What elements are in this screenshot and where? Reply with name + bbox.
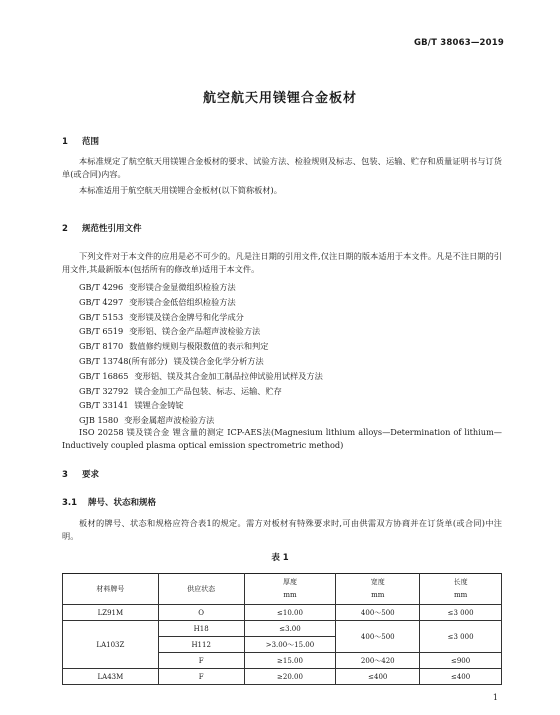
reference-title: 镁及镁合金化学分析方法 [173,355,264,366]
reference-code: GB/T 8170 [79,341,124,352]
cell-temper: F [158,669,244,685]
scope-paragraph-1: 本标准规定了航空航天用镁锂合金板材的要求、试验方法、检验规则及标志、包装、运输、贮存和质量证明书与订货单(或合同)内容。 [62,156,502,179]
section-title: 范围 [82,137,100,147]
cell-thickness: ≥15.00 [244,653,336,669]
header-grade: 材料牌号 [63,574,159,605]
normative-intro-paragraph: 下列文件对于本文件的应用是必不可少的。凡是注日期的引用文件,仅注日期的版本适用于本文件。凡是不注日期的引用文件,其最新版本(包括所有的修改单)适用于本文件。 [62,251,502,274]
reference-title: 镁合金加工产品包装、标志、运输、贮存 [134,385,282,396]
cell-temper: H112 [158,637,244,653]
cell-temper: F [158,653,244,669]
reference-item [79,384,323,399]
section-title: 牌号、状态和规格 [88,498,157,508]
cell-width: 400～500 [336,621,420,653]
section-title: 规范性引用文件 [82,224,142,234]
page-number: 1 [492,693,498,702]
table-row [63,669,502,685]
reference-code: GB/T 4296 [79,282,124,292]
table-row [63,621,502,637]
reference-code: GB/T 4297 [79,296,124,307]
document-title: 航空航天用镁锂合金板材 [202,91,357,106]
reference-item [79,354,323,369]
header-length [420,574,502,605]
table-header-row [63,574,502,605]
reference-code: GB/T 5153 [79,311,124,322]
table-row [63,605,502,621]
unit-label: mm [453,591,468,599]
header-temper: 供应状态 [158,574,244,605]
cell-width: ≤400 [336,669,420,685]
cell-grade: LA43M [63,669,159,685]
table-caption: 表 1 [271,553,289,563]
reference-title: 变形金属超声波检验方法 [124,415,215,426]
reference-code: GB/T 32792 [79,385,129,396]
header-length-label: 长度 [453,578,468,586]
reference-item [79,369,323,384]
cell-length: ≤900 [420,653,502,669]
section-title: 要求 [82,470,100,480]
section-number: 3.1 [62,498,78,508]
unit-label: mm [283,591,297,599]
reference-code: GJB 1580 [79,415,119,426]
reference-title: 变形镁合金显微组织检验方法 [129,282,236,292]
reference-item [79,280,323,295]
reference-item [79,339,323,354]
reference-title: 镁锂合金铸锭 [134,400,184,411]
standard-number: GB/T 38063—2019 [413,38,504,48]
reference-code: GB/T 33141 [79,400,129,411]
cell-thickness: ≥20.00 [244,669,336,685]
unit-label: mm [371,591,385,599]
requirements-paragraph: 板材的牌号、状态和规格应符合表1的规定。需方对板材有特殊要求时,可由供需双方协商并在订货单(或合同)中注明。 [62,518,502,541]
header-width [336,574,420,605]
reference-item [79,324,323,339]
cell-thickness: >3.00～15.00 [244,637,336,653]
reference-list [79,280,323,428]
cell-grade: LA103Z [63,621,159,669]
section-2-heading [62,222,142,234]
section-number: 2 [62,224,68,234]
cell-length: ≤3 000 [420,621,502,653]
section-3-1-heading [62,496,156,508]
reference-title: 变形铝、镁及其合金加工制品拉伸试验用试样及方法 [134,370,323,381]
cell-thickness: ≤3.00 [244,621,336,637]
reference-code: GB/T 16865 [79,370,129,381]
section-number: 3 [62,470,68,480]
section-number: 1 [62,137,68,147]
reference-code: GB/T 13748(所有部分) [79,355,168,366]
section-3-heading [62,468,99,480]
reference-title: 变形镁及镁合金牌号和化学成分 [129,311,244,322]
cell-grade: LZ91M [63,605,159,621]
reference-title: 数值修约规则与极限数值的表示和判定 [129,341,269,352]
grade-spec-table [62,573,502,685]
cell-temper: H18 [158,621,244,637]
section-1-heading [62,135,99,147]
scope-paragraph-2: 本标准适用于航空航天用镁锂合金板材(以下简称板材)。 [79,185,282,195]
reference-title: 变形镁合金低倍组织检验方法 [129,296,236,307]
header-thickness-label: 厚度 [282,578,297,586]
header-width-label: 宽度 [370,578,385,586]
reference-title: 变形铝、镁合金产品超声波检验方法 [129,326,261,337]
cell-length: ≤3 000 [420,605,502,621]
reference-item [79,295,323,310]
cell-temper: O [158,605,244,621]
reference-item [79,398,323,413]
reference-code: GB/T 6519 [79,326,124,337]
cell-thickness: ≤10.00 [244,605,336,621]
reference-item [79,310,323,325]
header-thickness [244,574,336,605]
cell-width: 200～420 [336,653,420,669]
iso-reference: ISO 20258 镁及镁合金 锂含量的测定 ICP-AES法(Magnesium lithium alloys—Determination of lithium—Inductively coupled plasma optical emission spectrometric method) [62,427,502,450]
cell-width: 400～500 [336,605,420,621]
cell-length: ≤400 [420,669,502,685]
